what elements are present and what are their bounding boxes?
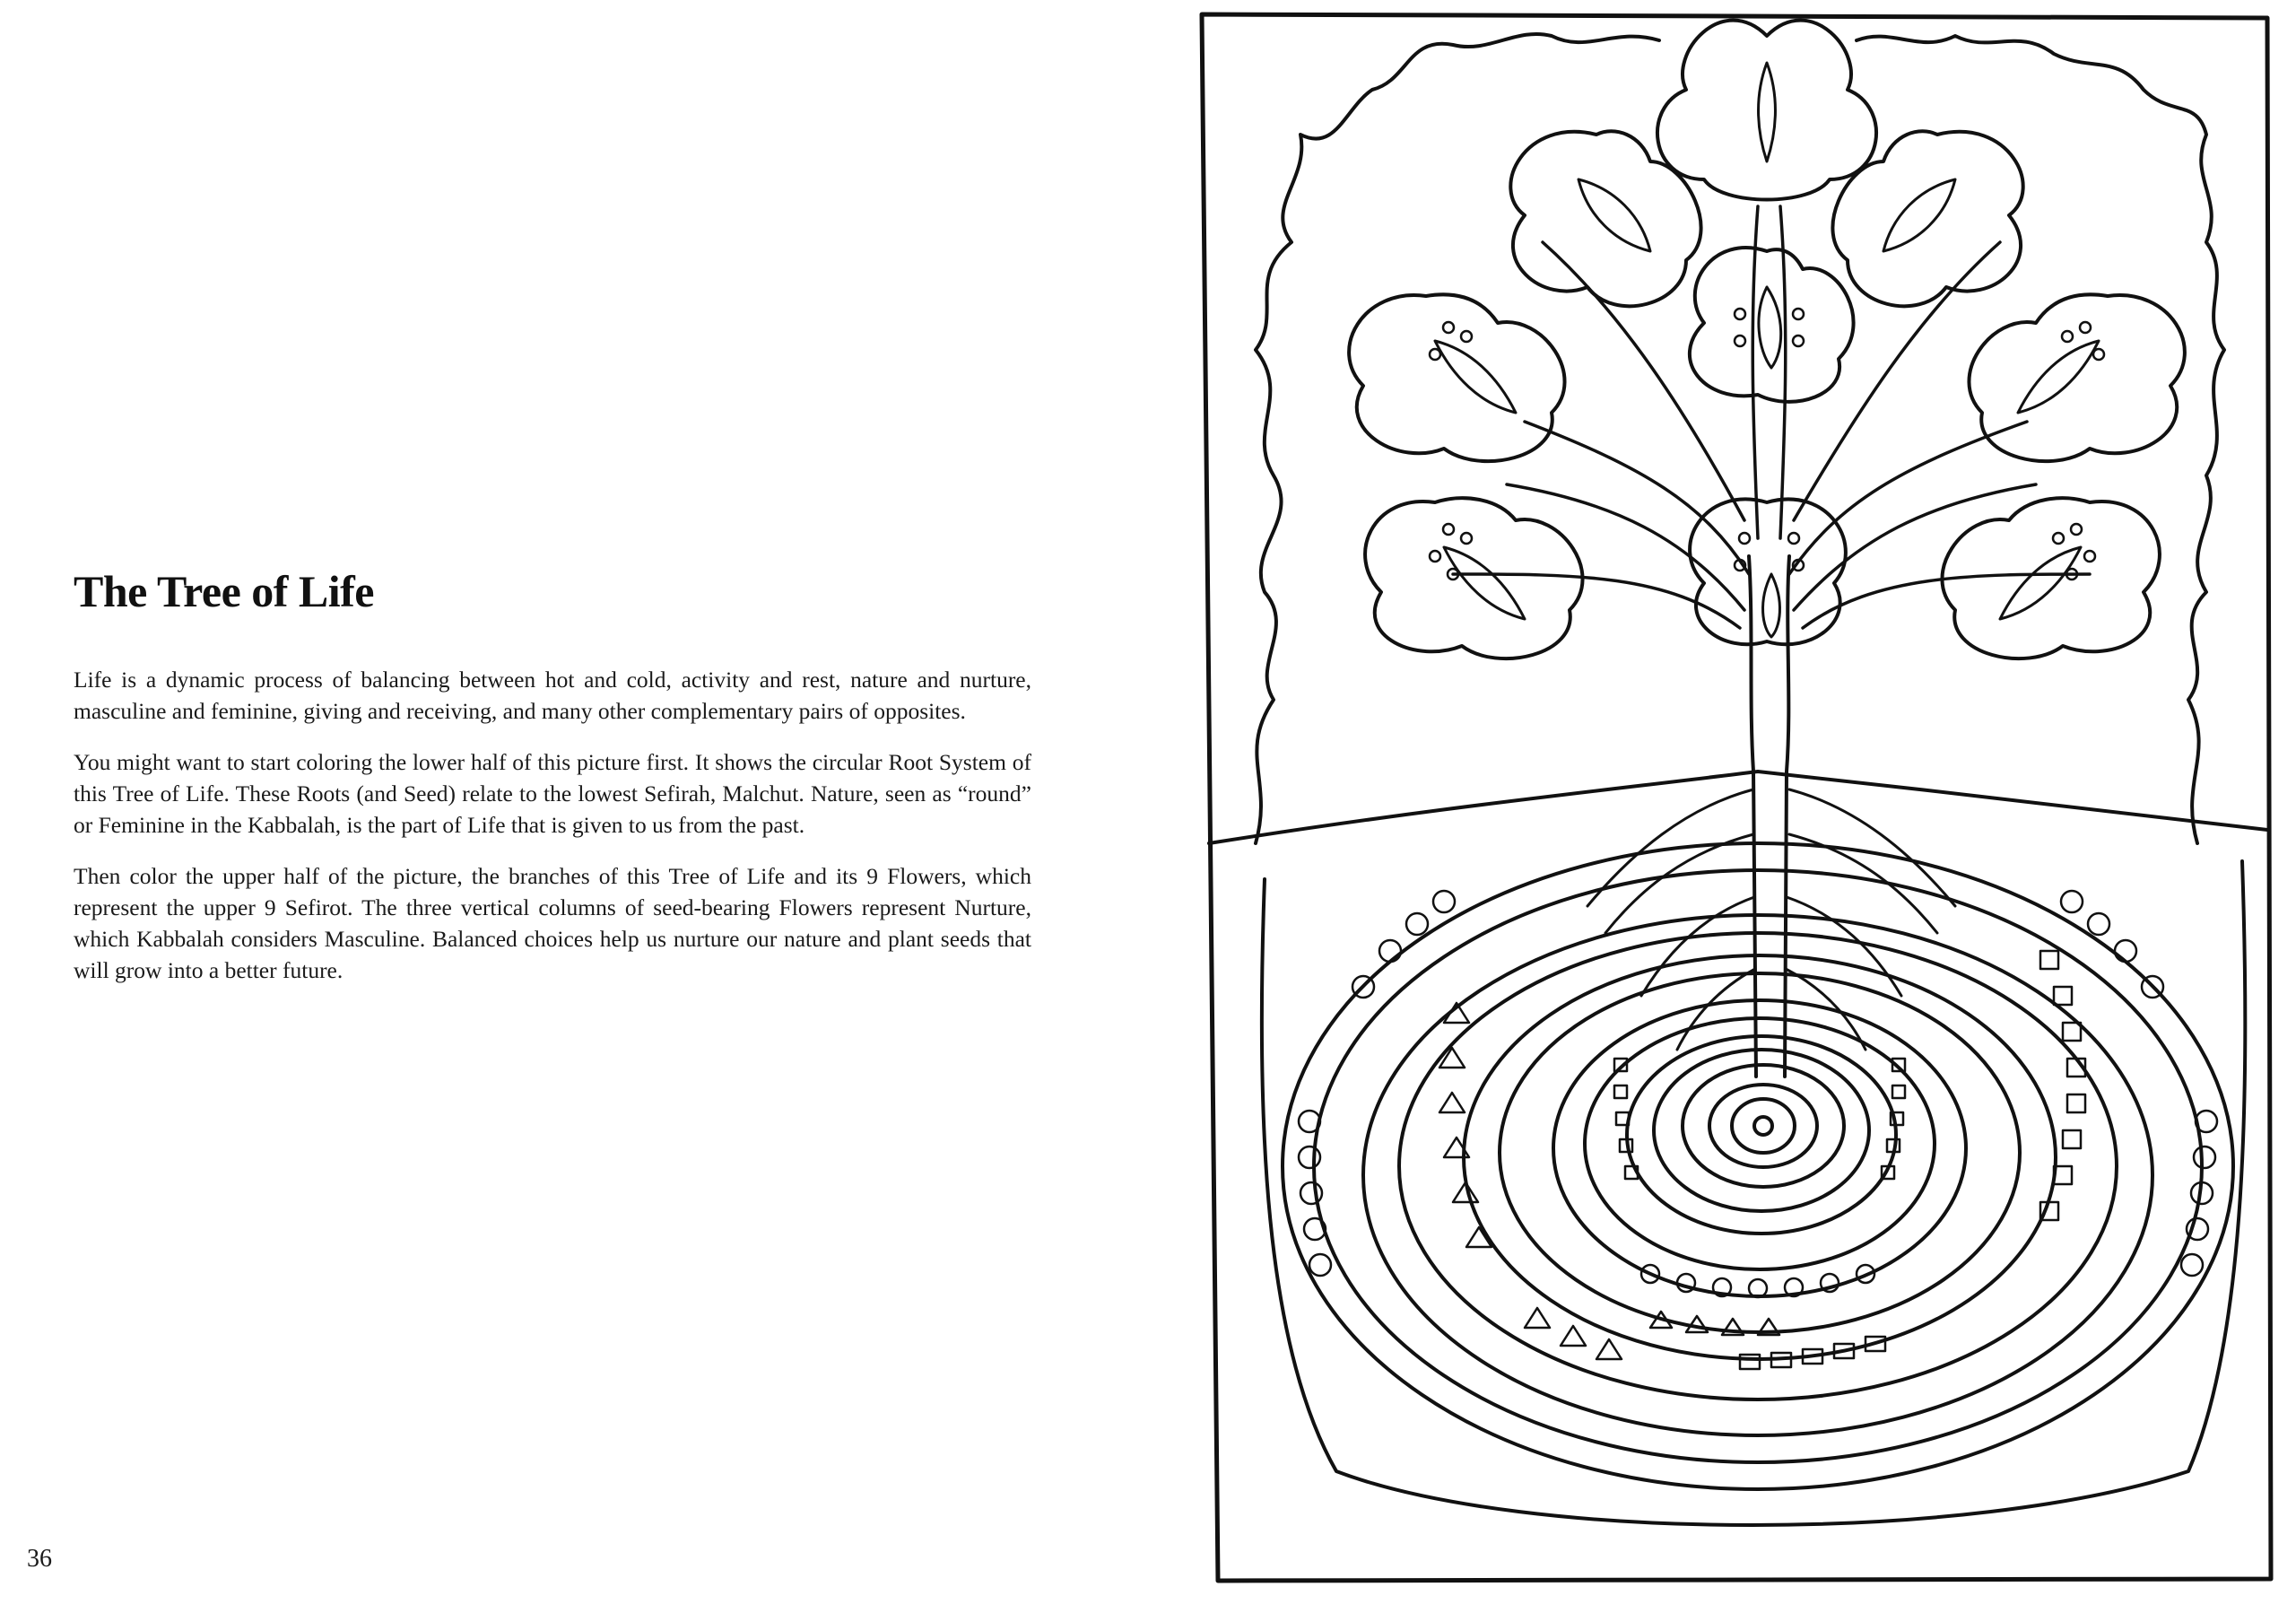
- flower-lower-center: [1690, 499, 1846, 644]
- paragraph-roots: You might want to start coloring the lower half of this picture first. It shows the circular Root System of this Tree of Life. These Roots (and Seed) relate to the lowest Sefirah, Malchut. Nature, seen as “round” or Feminine in the Kabbalah, is the part of Life that is given to us from the past.: [74, 749, 1031, 838]
- flower-mid-right: [1969, 294, 2184, 461]
- ground-line: [1209, 772, 2267, 843]
- body-text: [74, 664, 1031, 1006]
- branches: [1453, 206, 2090, 628]
- flower-seeds: [1430, 309, 2104, 580]
- paragraph-intro: Life is a dynamic process of balancing between hot and cold, activity and rest, nature and nurture, masculine and feminine, giving and receiving, and many other complementary pairs of opposites.: [74, 667, 1031, 724]
- flower-center: [1690, 248, 1854, 402]
- flame-border: [1256, 34, 2224, 843]
- flower-lower-right: [1942, 498, 2159, 658]
- tree-of-life-illustration: [1193, 0, 2296, 1613]
- flower-mid-left: [1349, 294, 1564, 461]
- page-number: 36: [27, 1545, 52, 1573]
- flower-centers: [1435, 63, 2099, 637]
- paragraph-flowers: Then color the upper half of the picture, the branches of this Tree of Life and its 9 Flowers, which represent the upper 9 Sefirot. The three vertical columns of seed-bearing Flowers represent Nurture, which Kabbalah considers Masculine. Balanced choices help us nurture our nature and plant seeds that will grow into a better future.: [74, 863, 1031, 983]
- flower-upper-right: [1832, 131, 2022, 306]
- root-tendrils: [1587, 789, 1955, 1050]
- flower-upper-left: [1510, 131, 1700, 306]
- flower-top: [1657, 21, 1876, 200]
- page-title: The Tree of Life: [74, 566, 374, 616]
- root-rings: [1283, 843, 2233, 1489]
- flowers: [1349, 21, 2185, 658]
- flower-lower-left: [1365, 498, 1582, 658]
